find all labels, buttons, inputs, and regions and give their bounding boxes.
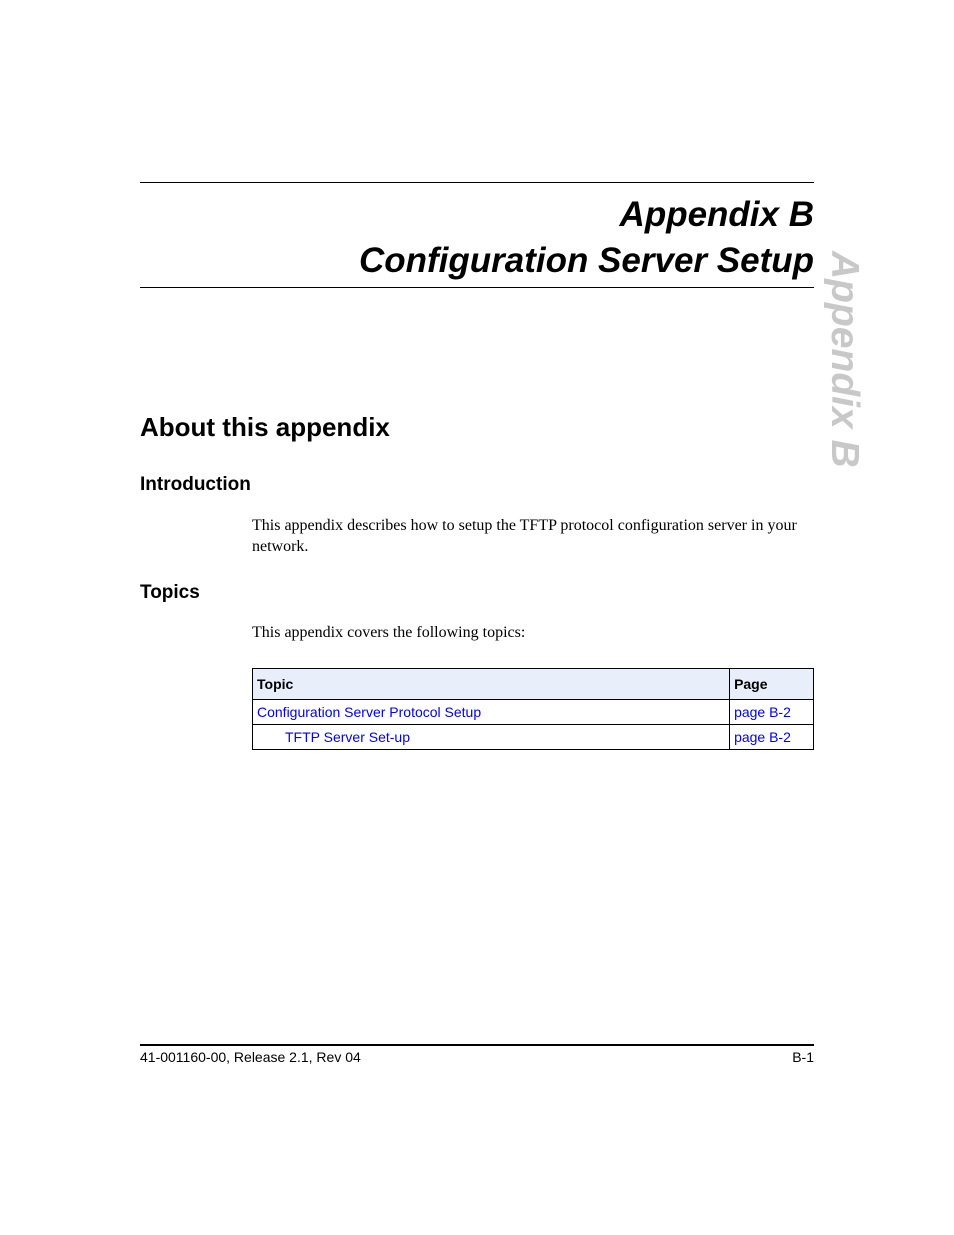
footer-page-number: B-1 bbox=[792, 1049, 814, 1065]
table-header-page: Page bbox=[730, 669, 814, 700]
topic-link-tftp-server-set-up[interactable]: TFTP Server Set-up bbox=[285, 729, 411, 745]
table-header-topic: Topic bbox=[253, 669, 730, 700]
table-cell-topic bbox=[253, 700, 730, 725]
topics-table bbox=[252, 668, 814, 750]
table-cell-topic bbox=[253, 725, 730, 750]
table-cell-page bbox=[730, 700, 814, 725]
page-link-configuration-server-protocol-setup[interactable]: page B-2 bbox=[734, 704, 791, 720]
section-title: About this appendix bbox=[140, 412, 390, 442]
table-header-row bbox=[253, 669, 814, 700]
side-tab-label: Appendix B bbox=[823, 251, 866, 468]
topics-text: This appendix covers the following topics: bbox=[252, 624, 526, 641]
topics-heading: Topics bbox=[140, 582, 200, 603]
chapter-title-line-1: Appendix B bbox=[619, 195, 814, 234]
table-row bbox=[253, 725, 814, 750]
side-tab bbox=[822, 251, 866, 468]
table-row bbox=[253, 700, 814, 725]
table-cell-page bbox=[730, 725, 814, 750]
footer-document-id: 41-001160-00, Release 2.1, Rev 04 bbox=[140, 1049, 361, 1065]
footer-rule bbox=[140, 1044, 814, 1046]
topic-link-configuration-server-protocol-setup[interactable]: Configuration Server Protocol Setup bbox=[257, 704, 482, 720]
page-link-tftp-server-set-up[interactable]: page B-2 bbox=[734, 729, 791, 745]
title-bottom-rule bbox=[140, 287, 814, 288]
top-rule bbox=[140, 182, 814, 183]
chapter-title bbox=[359, 192, 814, 284]
chapter-title-line-2: Configuration Server Setup bbox=[358, 241, 814, 280]
introduction-heading: Introduction bbox=[140, 474, 251, 495]
introduction-text: This appendix describes how to setup the TFTP protocol configuration server in your network. bbox=[252, 517, 797, 555]
